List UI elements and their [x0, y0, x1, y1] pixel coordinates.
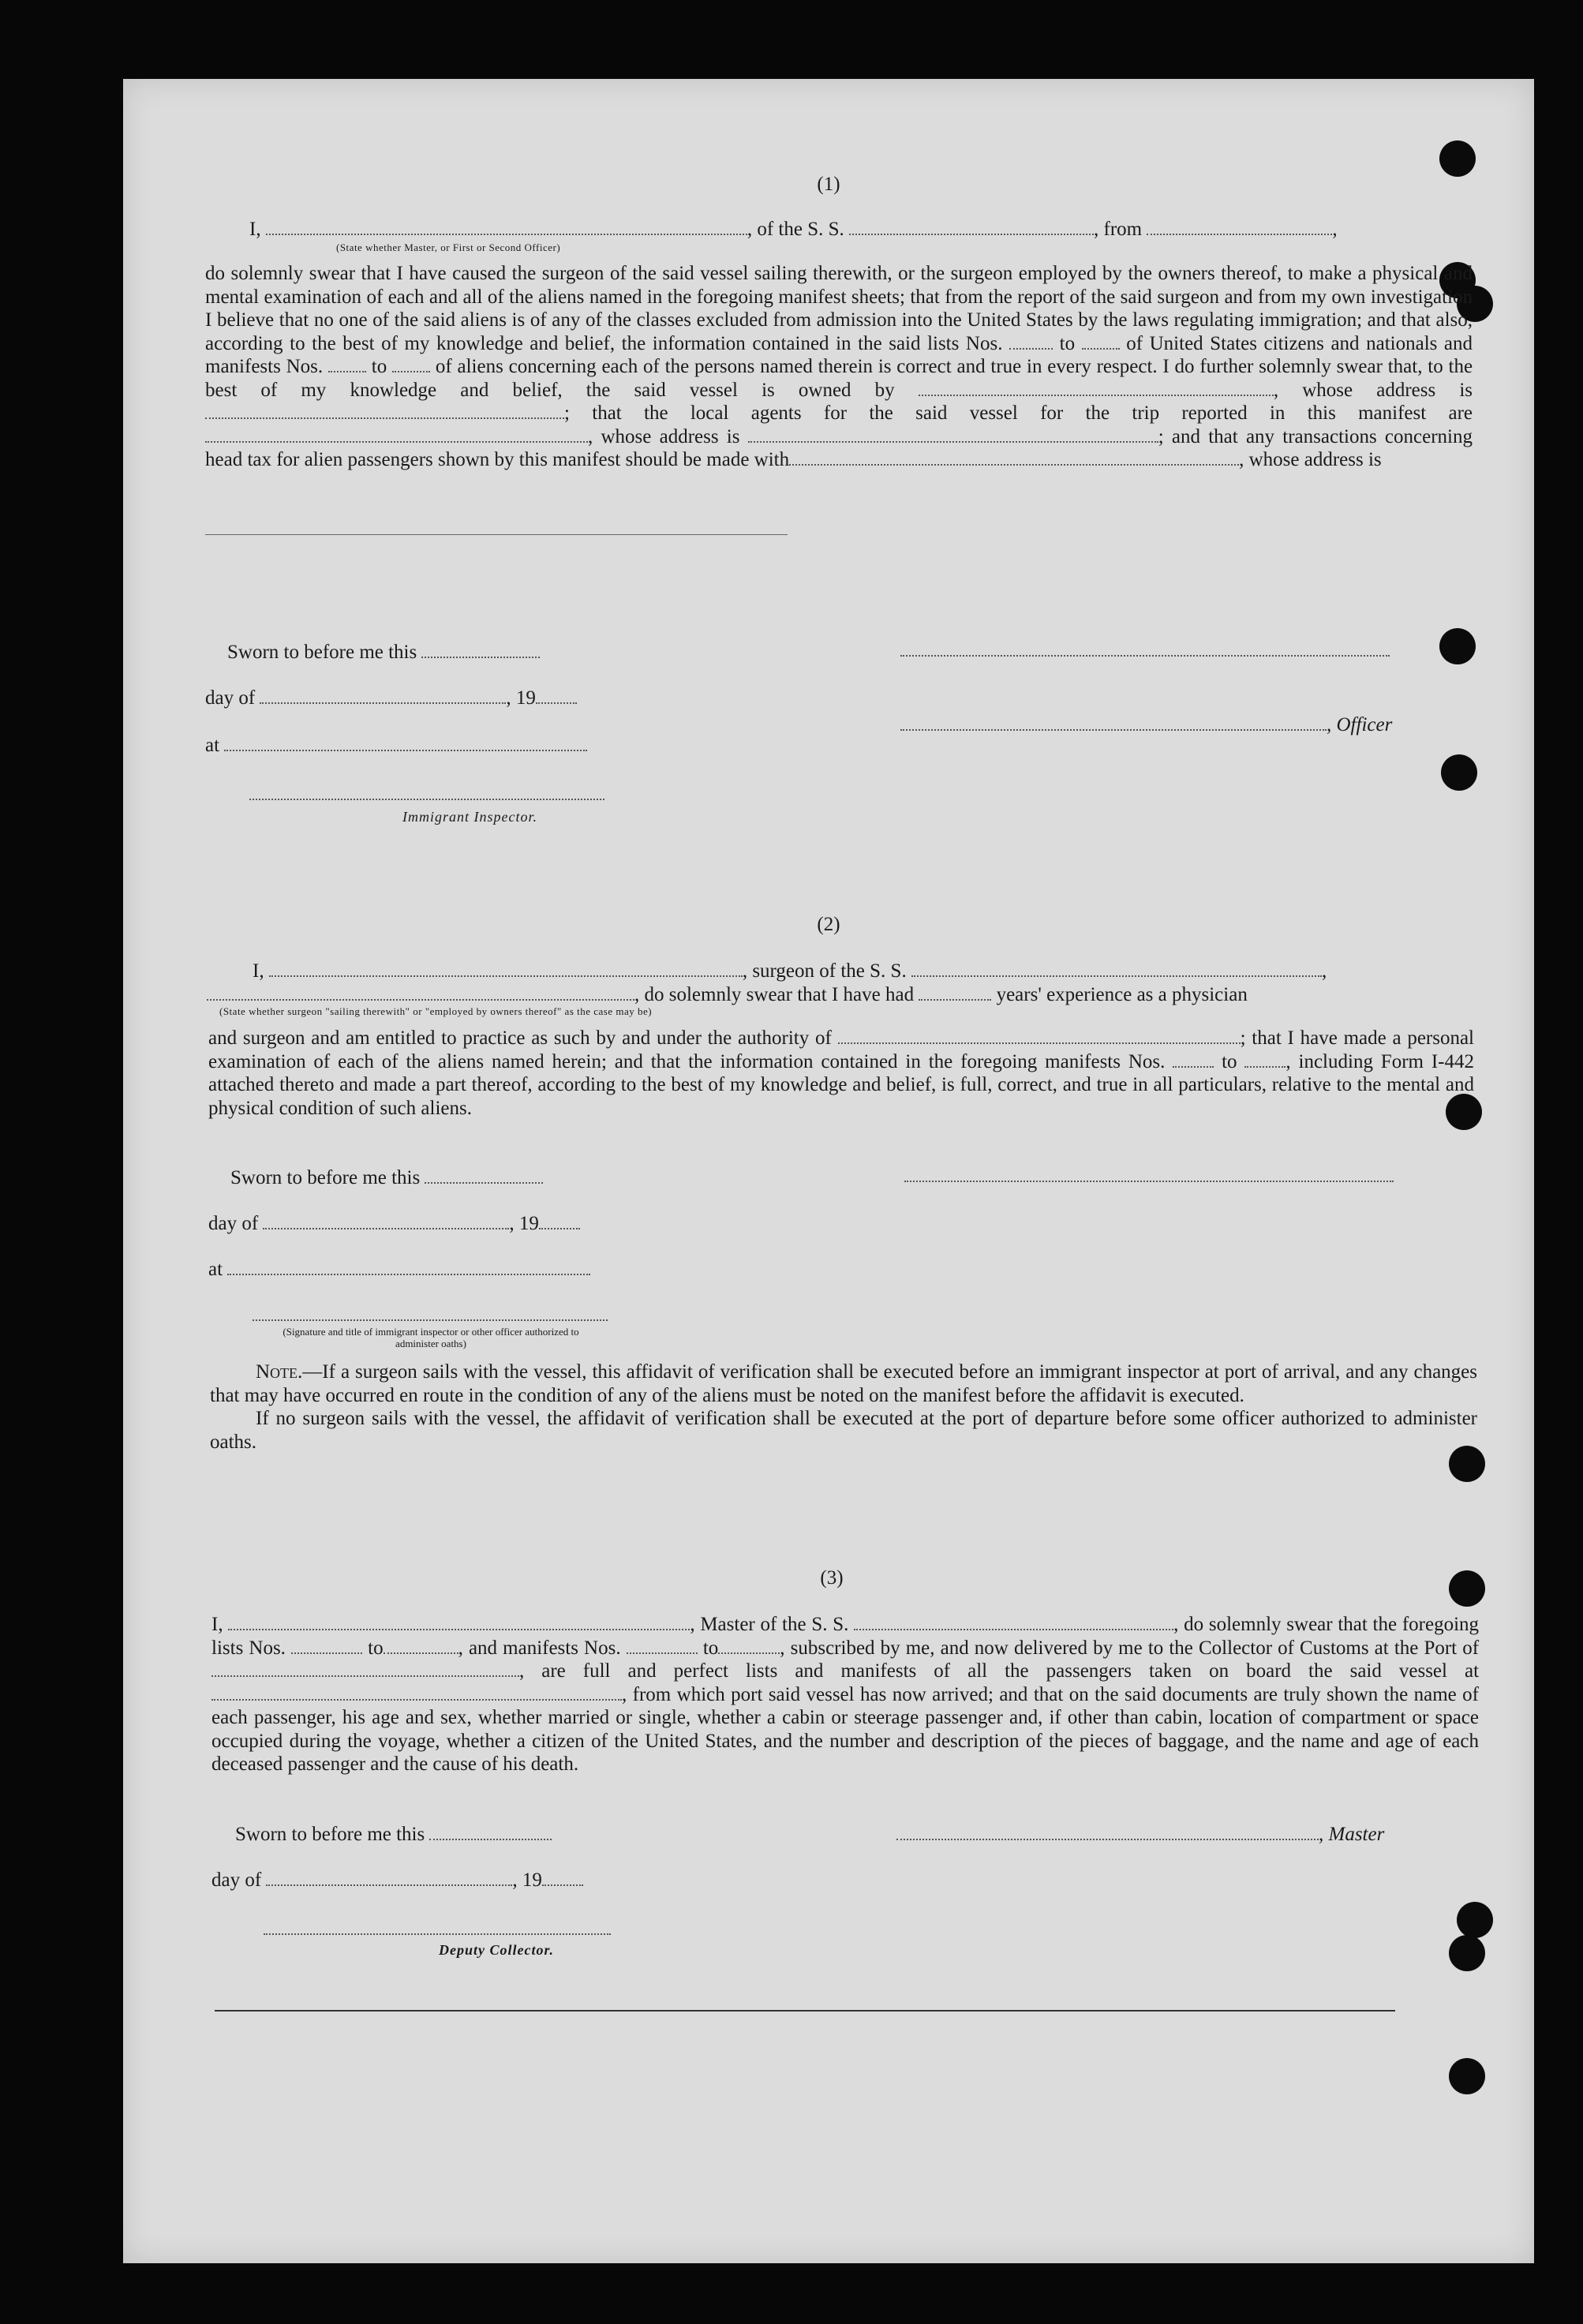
document-page	[123, 79, 1534, 2263]
punch-hole	[1441, 754, 1477, 791]
s1-paragraph: do solemnly swear that I have caused the surgeon of the said vessel sailing therewith, or the surgeon employed by the owners thereof, to make a physical and mental examination of each and all of the aliens named in the foregoing manifest sheets; that from the report of the said surgeon and from my own investigation I believe that no one of the said aliens is of any of the classes excluded from admission into the United States by the laws regulating immigration; and that also, according to the best of my knowledge and belief, the information contained in the said lists Nos. to of United States citizens and nationals and manifests Nos. to of aliens concerning each of the persons named therein is correct and true in every respect. I do further solemnly swear that, to the best of my knowledge and belief, the said vessel is owned by , whose address is ; that the local agents for the said vessel for the trip reported in this manifest are , whose address is ; and that any transactions concerning head tax for alien passengers shown by this manifest should be made with , whose address is	[205, 263, 1473, 470]
section-1-number: (1)	[817, 174, 840, 195]
s1-dayof: day of , 19	[205, 687, 577, 710]
s2-surgeon-note: (State whether surgeon "sailing therewith" or "employed by owners thereof" as the case may be)	[219, 1005, 653, 1017]
s1-line1: I, , of the S. S. , from ,	[249, 219, 1338, 240]
s3-master: , Master	[896, 1823, 1384, 1847]
s1-sworn: Sworn to before me this	[227, 641, 540, 664]
punch-hole	[1449, 2058, 1485, 2094]
punch-hole	[1439, 140, 1476, 177]
s2-line2: , do solemnly swear that I have had years' experience as a physician	[207, 983, 1248, 1007]
s3-dayof: day of , 19	[211, 1869, 583, 1892]
s2-note: Note.—If a surgeon sails with the vessel, this affidavit of verification shall be executed before an immigrant inspector at port of arrival, and any changes that may have occurred en route in the condition of any of the aliens must be noted on the manifest before the affidavit is executed. If no surgeon sails with the vessel, the affidavit of verification shall be executed at the port of departure before some officer authorized to administer oaths.	[210, 1361, 1477, 1453]
s1-at: at	[205, 734, 587, 758]
s2-signature-note: (Signature and title of immigrant inspector or other officer authorized to administer oaths)	[283, 1326, 579, 1349]
s1-officer-note: (State whether Master, or First or Second Officer)	[336, 241, 561, 253]
s1-inspector-label: Immigrant Inspector.	[402, 809, 537, 825]
s2-sworn: Sworn to before me this	[230, 1166, 543, 1190]
section-2-number: (2)	[817, 914, 840, 935]
s2-paragraph: and surgeon and am entitled to practice as such by and under the authority of ; that I have made a personal examination of each of the aliens named herein; and that the information contained in the foregoing manifests Nos. to , including Form I-442 attached thereto and made a part thereof, according to the best of my knowledge and belief, is full, correct, and true in all particulars, relative to the mental and physical condition of such aliens.	[208, 1027, 1475, 1119]
section-3-number: (3)	[820, 1567, 844, 1589]
s1-officer: , Officer	[900, 713, 1392, 737]
s3-deputy-label: Deputy Collector.	[439, 1942, 554, 1958]
s3-sworn: Sworn to before me this	[235, 1823, 552, 1847]
s2-at: at	[208, 1258, 590, 1282]
punch-hole	[1457, 1902, 1493, 1938]
s2-dayof: day of , 19	[208, 1212, 580, 1236]
punch-hole	[1439, 628, 1476, 664]
s3-paragraph: I, , Master of the S. S. , do solemnly swear that the foregoing lists Nos. to , and manifests Nos. to , subscribed by me, and now delivered by me to the Collector of Customs at the Port of, are full and perfect lists and manifests of all the passengers taken on board the said vessel at , from which port said vessel has now arrived; and that on the said documents are truly shown the name of each passenger, his age and sex, whether married or single, whether a cabin or steerage passenger and, if other than cabin, location of compartment or space occupied during the voyage, whether a citizen of the United States, and the number and description of the pieces of baggage, and the name and age of each deceased passenger and the cause of his death.	[211, 1614, 1480, 1775]
s2-line1: I, , surgeon of the S. S. ,	[253, 960, 1327, 982]
bottom-rule	[215, 2010, 1395, 2012]
punch-hole	[1449, 1935, 1485, 1971]
